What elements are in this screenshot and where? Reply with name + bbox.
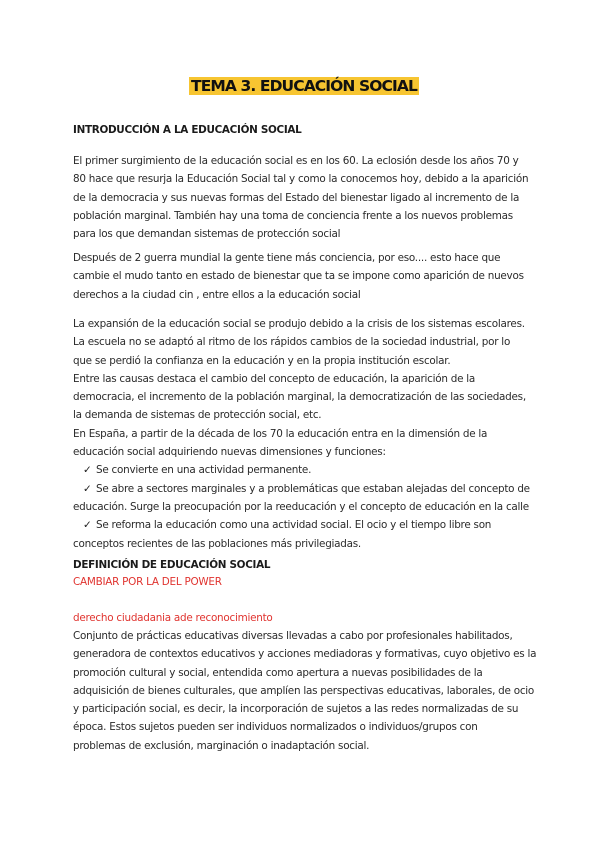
checklist-item-text: Se convierte en una actividad permanente. bbox=[96, 464, 312, 477]
checklist-item bbox=[73, 480, 535, 498]
checklist-item bbox=[73, 461, 535, 479]
checklist-item-text: Se reforma la educación como una actividad social. El ocio y el tiempo libre son bbox=[96, 519, 492, 532]
text-line: y participación social, es decir, la incorporación de sujetos a las redes normalizadas de su bbox=[73, 703, 519, 716]
checkmark-icon: ✓ bbox=[83, 482, 92, 495]
text-line: El primer surgimiento de la educación social es en los 60. La eclosión desde los años 70 y bbox=[73, 155, 519, 167]
text-line: la demanda de sistemas de protección social, etc. bbox=[73, 409, 322, 422]
section-heading-intro: INTRODUCCIÓN A LA EDUCACIÓN SOCIAL bbox=[73, 124, 302, 136]
paragraph-intro-1 bbox=[73, 152, 535, 243]
checklist-continuation: conceptos recientes de las poblaciones más privilegiadas. bbox=[73, 537, 361, 550]
checklist-item-text: Se abre a sectores marginales y a problemáticas que estaban alejadas del concepto de bbox=[96, 482, 530, 495]
text-line: 80 hace que resurja la Educación Social tal y como la conocemos hoy, debido a la aparición bbox=[73, 173, 529, 186]
text-line: La escuela no se adaptó al ritmo de los rápidos cambios de la sociedad industrial, por lo bbox=[73, 336, 511, 349]
page-title: TEMA 3. EDUCACIÓN SOCIAL bbox=[191, 77, 417, 95]
text-line: Después de 2 guerra mundial la gente tiene más conciencia, por eso.... esto hace que bbox=[73, 252, 501, 264]
text-line: democracia, el incremento de la población marginal, la democratización de las sociedades, bbox=[73, 391, 526, 404]
text-line: problemas de exclusión, marginación o inadaptación social. bbox=[73, 739, 370, 752]
text-line: de la democracia y sus nuevas formas del Estado del bienestar ligado al incremento de la bbox=[73, 191, 520, 204]
text-line: Entre las causas destaca el cambio del concepto de educación, la aparición de la bbox=[73, 372, 476, 385]
text-line: época. Estos sujetos pueden ser individuos normalizados o individuos/grupos con bbox=[73, 721, 478, 734]
editor-note: CAMBIAR POR LA DEL POWER bbox=[73, 576, 222, 588]
checkmark-icon: ✓ bbox=[83, 519, 92, 532]
section-heading-definition: DEFINICIÓN DE EDUCACIÓN SOCIAL bbox=[73, 559, 271, 571]
text-line: derechos a la ciudad cin , entre ellos a la educación social bbox=[73, 288, 361, 301]
text-line: promoción cultural y social, entendida como apertura a nuevas posibilidades de la bbox=[73, 666, 483, 679]
checkmark-icon: ✓ bbox=[83, 464, 92, 477]
checklist-item bbox=[73, 516, 535, 534]
text-line: población marginal. También hay una toma de conciencia frente a los nuevos problemas bbox=[73, 209, 513, 222]
checklist-continuation: educación. Surge la preocupación por la reeducación y el concepto de educación en la calle bbox=[73, 500, 529, 513]
text-line: cambie el mudo tanto en estado de bienestar que ta se impone como aparición de nuevos bbox=[73, 270, 524, 283]
text-line: Conjunto de prácticas educativas diversas llevadas a cabo por profesionales habilitados, bbox=[73, 630, 513, 642]
text-line: La expansión de la educación social se produjo debido a la crisis de los sistemas escolares. bbox=[73, 318, 525, 330]
text-line: generadora de contextos educativos y acciones mediadoras y formativas, cuyo objetivo es la bbox=[73, 648, 537, 661]
editor-subnote: derecho ciudadania ade reconocimiento bbox=[73, 612, 273, 624]
text-line: educación social adquiriendo nuevas dimensiones y funciones: bbox=[73, 446, 386, 459]
paragraph-definition bbox=[73, 627, 535, 755]
text-line: para los que demandan sistemas de protección social bbox=[73, 228, 341, 241]
paragraph-intro-3 bbox=[73, 315, 535, 553]
text-line: que se perdió la confianza en la educación y en la propia institución escolar. bbox=[73, 354, 451, 367]
text-line: En España, a partir de la década de los 70 la educación entra en la dimensión de la bbox=[73, 427, 488, 440]
text-line: adquisición de bienes culturales, que amplíen las perspectivas educativas, laborales, de ocio bbox=[73, 684, 535, 697]
title-container bbox=[73, 76, 535, 95]
paragraph-intro-2 bbox=[73, 249, 535, 304]
